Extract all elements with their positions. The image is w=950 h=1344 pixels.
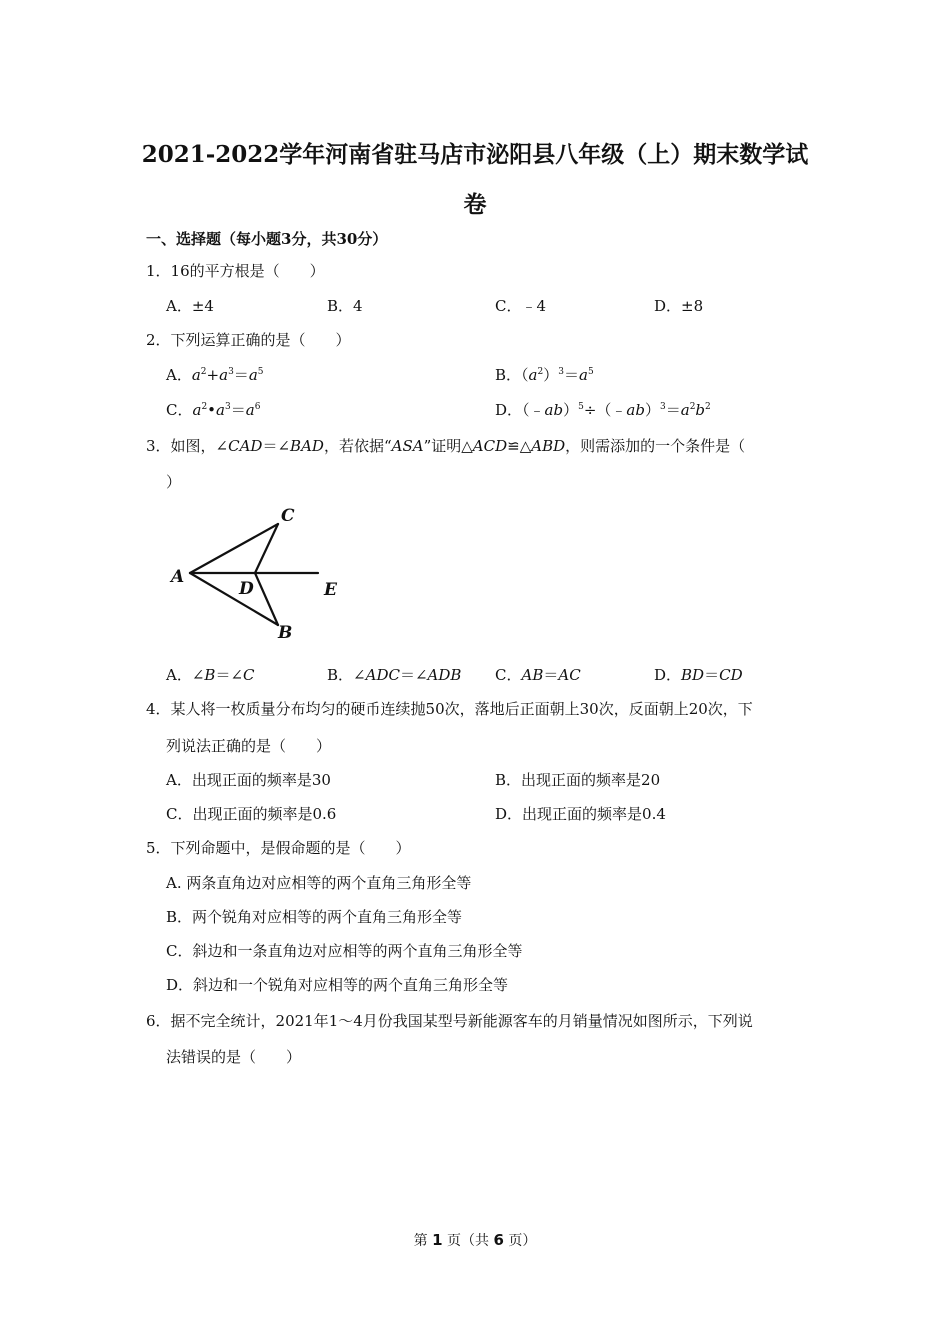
question-1-option-c: C．﹣4 <box>495 297 547 315</box>
section-heading: 一、选择题（每小题3分，共30分） <box>146 230 388 248</box>
page-total: 6 <box>493 1231 504 1249</box>
point-label-a: A <box>171 567 185 587</box>
question-5-option-c: C．斜边和一条直角边对应相等的两个直角三角形全等 <box>166 942 523 960</box>
question-3-stem: 3．如图，∠CAD＝∠BAD，若依据“ASA”证明△ACD≌△ABD，则需添加的一个条件是（ <box>146 437 746 455</box>
question-4-stem-continued: 列说法正确的是（ ） <box>166 737 332 755</box>
question-5-stem: 5．下列命题中，是假命题的是（ ） <box>146 839 411 857</box>
point-label-d: D <box>239 579 254 599</box>
question-4-option-d: D．出现正面的频率是0.4 <box>495 805 666 823</box>
point-label-c: C <box>281 506 295 526</box>
question-5-option-a: A. 两条直角边对应相等的两个直角三角形全等 <box>166 874 472 892</box>
question-4-option-a: A．出现正面的频率是30 <box>166 771 331 789</box>
question-3-option-c: C．AB＝AC <box>495 666 581 684</box>
question-6-stem: 6．据不完全统计，2021年1～4月份我国某型号新能源客车的月销量情况如图所示，下列说 <box>146 1012 753 1030</box>
geometry-figure <box>160 500 360 645</box>
question-3-option-a: A．∠B＝∠C <box>166 666 255 684</box>
question-2-stem: 2．下列运算正确的是（ ） <box>146 331 351 349</box>
page-number: 1 <box>432 1231 443 1249</box>
question-3-option-b: B．∠ADC＝∠ADB <box>327 666 462 684</box>
question-5-option-b: B．两个锐角对应相等的两个直角三角形全等 <box>166 908 463 926</box>
question-1-stem: 1．16的平方根是（ ） <box>146 262 325 280</box>
question-2-option-a: A．$a^2+a^3=a^5$ <box>166 366 264 384</box>
question-3-stem-continued: ） <box>166 473 182 491</box>
page-title: 2021-2022学年河南省驻马店市泌阳县八年级（上）期末数学试 <box>141 141 809 168</box>
page-footer: 第 1 页（共 6 页） <box>413 1231 537 1249</box>
point-label-b: B <box>278 623 293 643</box>
question-3-option-d: D．BD＝CD <box>654 666 743 684</box>
question-4-stem: 4．某人将一枚质量分布均匀的硬币连续抛50次，落地后正面朝上30次，反面朝上20次，下 <box>146 700 753 718</box>
question-4-option-c: C．出现正面的频率是0.6 <box>166 805 337 823</box>
page-title-continued: 卷 <box>463 191 487 218</box>
question-6-stem-continued: 法错误的是（ ） <box>166 1048 302 1066</box>
question-4-option-b: B．出现正面的频率是20 <box>495 771 661 789</box>
point-label-e: E <box>324 580 337 600</box>
question-2-option-c: C．$a^2•a^3=a^6$ <box>166 401 261 419</box>
question-1-option-d: D．±8 <box>654 297 704 315</box>
question-2-option-b: B．$(a^2)^3=a^5$ <box>495 366 594 384</box>
question-1-option-b: B．4 <box>327 297 363 315</box>
question-2-option-d: D．$(﹣ab)^5\div(﹣ab)^3=a^2b^2$ <box>495 401 711 419</box>
question-5-option-d: D．斜边和一个锐角对应相等的两个直角三角形全等 <box>166 976 509 994</box>
question-1-option-a: A．±4 <box>166 297 214 315</box>
